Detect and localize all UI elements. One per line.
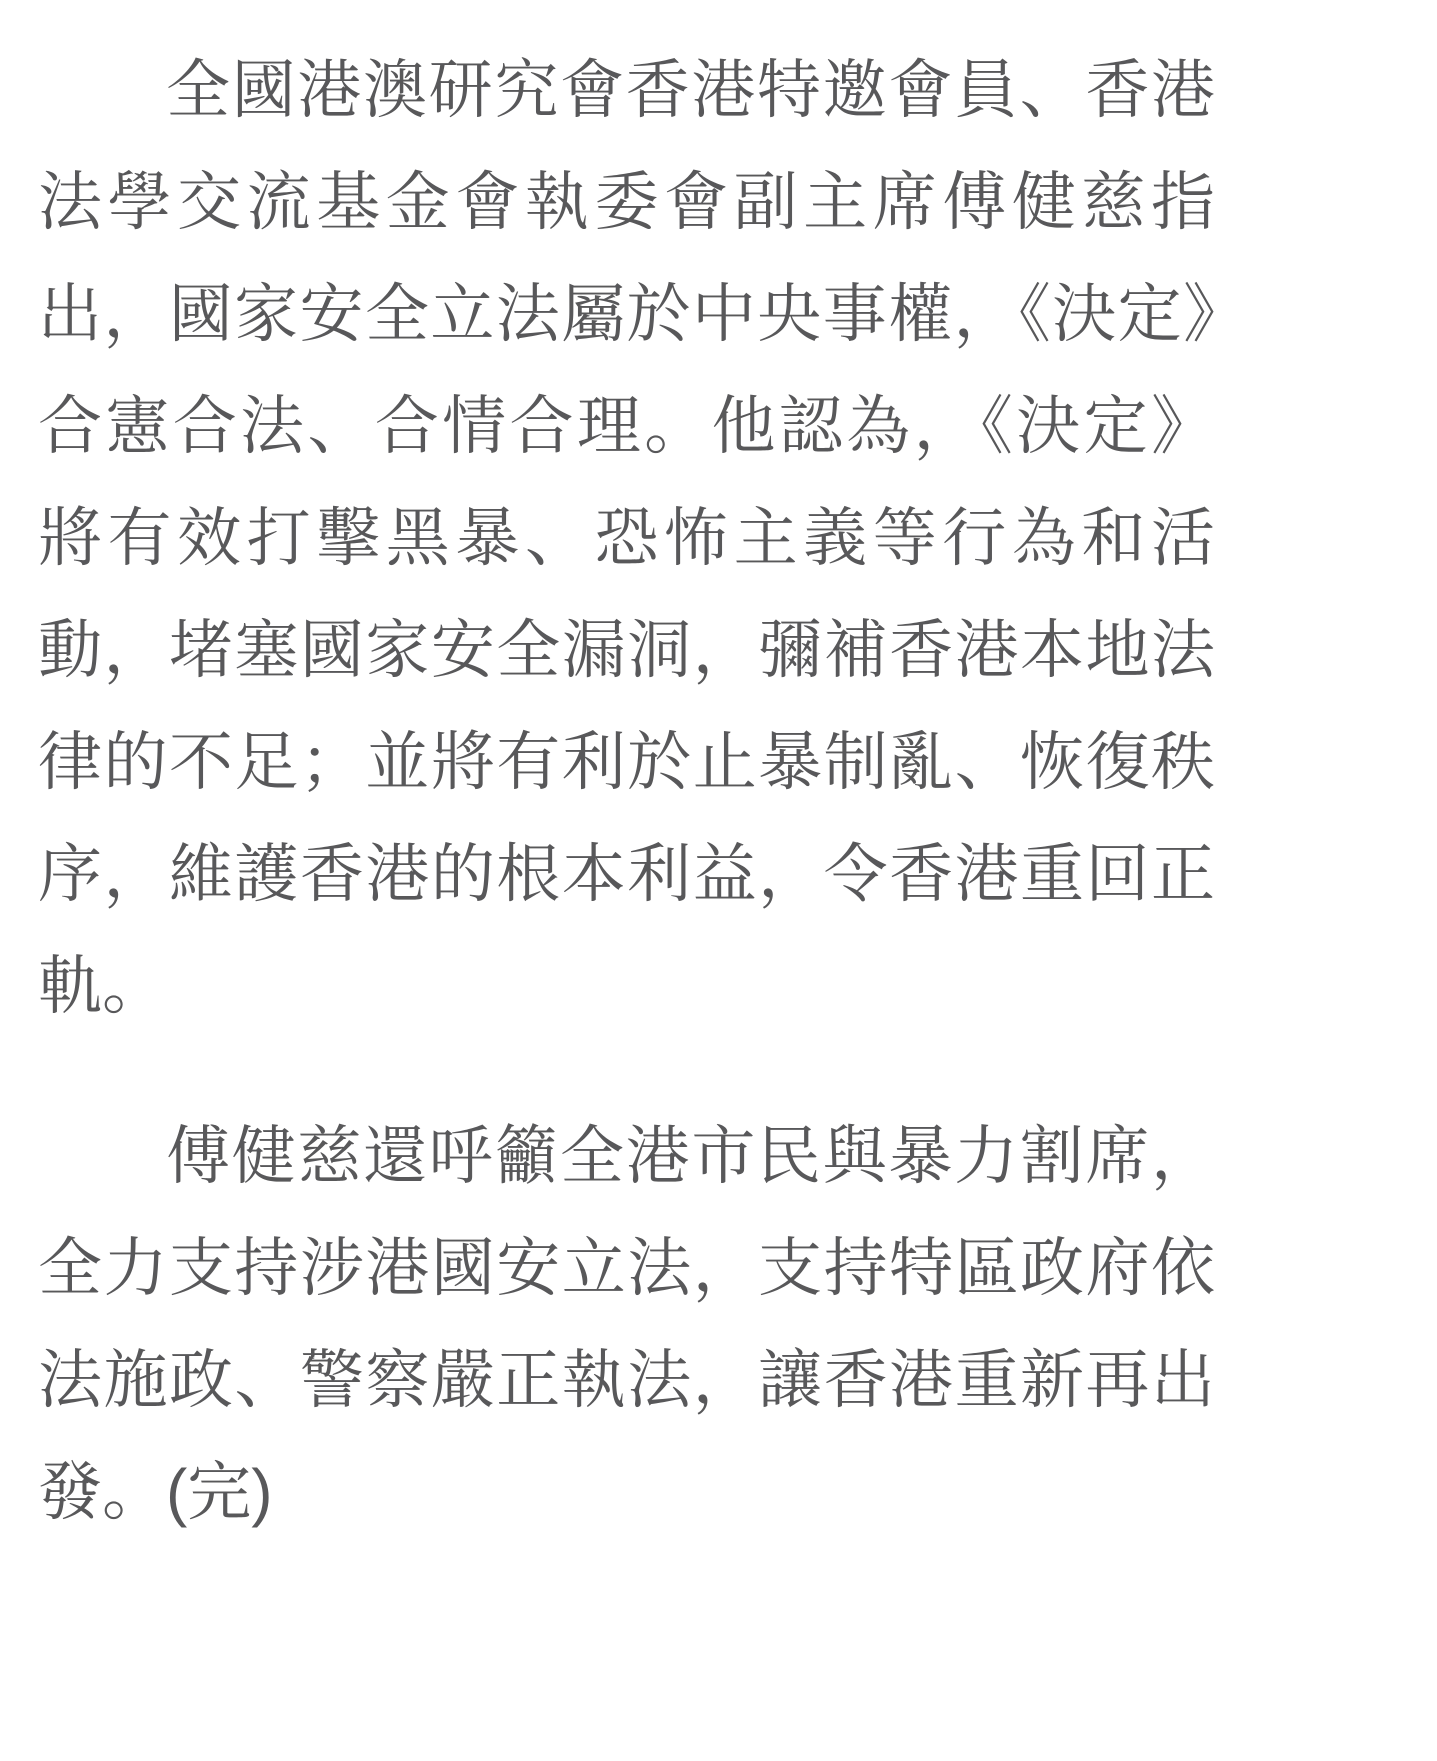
article-body — [38, 34, 1215, 1548]
paragraph-2: 傅健慈還呼籲全港市民與暴力割席，全力支持涉港國安立法，支持特區政府依法施政、警察嚴正執法，讓香港重新再出發。(完) — [38, 1120, 1215, 1528]
paragraph-1: 全國港澳研究會香港特邀會員、香港法學交流基金會執委會副主席傅健慈指出，國家安全立法屬於中央事權，《決定》合憲合法、合情合理。他認為，《決定》將有效打擊黑暴、恐怖主義等行為和活動，堵塞國家安全漏洞，彌補香港本地法律的不足；並將有利於止暴制亂、恢復秩序，維護香港的根本利益，令香港重回正軌。 — [38, 54, 1215, 1022]
